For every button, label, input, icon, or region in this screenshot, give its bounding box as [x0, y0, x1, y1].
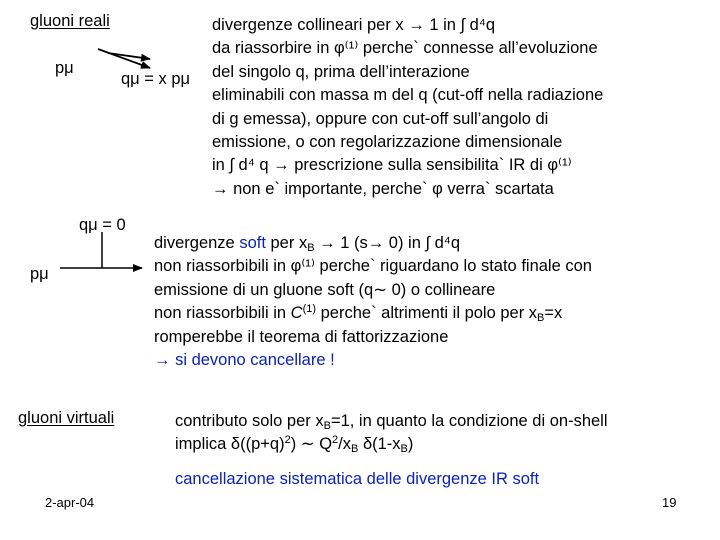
- virtual-block: [175, 410, 608, 457]
- footer-date: 2-apr-04: [45, 495, 95, 510]
- soft-p-label: pμ: [30, 265, 49, 283]
- cancellation-note: cancellazione sistematica delle divergenze IR soft: [175, 470, 540, 488]
- collinear-line: eliminabili con massa m del q (cut-off nella radiazione: [212, 86, 604, 105]
- soft-line-1: divergenze soft per $x_B \to 1$ (s→ 0) in ∫ d⁴q: [154, 234, 461, 254]
- heading-virtual-gluons: gluoni virtuali: [18, 409, 115, 427]
- collinear-line: in ∫ d⁴ q → prescrizione sulla sensibilita` IR di φ⁽¹⁾: [212, 156, 572, 175]
- heading-real-gluons: gluoni reali: [30, 12, 110, 30]
- soft-line-5: romperebbe il teorema di fattorizzazione: [154, 327, 449, 346]
- collinear-line: → non e` importante, perche` φ verra` scartata: [212, 179, 554, 198]
- q-momentum-arrow: [108, 53, 150, 59]
- q-momentum-label: qμ = x pμ: [121, 70, 191, 88]
- virtual-line-2: implica $\delta((p+q)^2)$ ∼ $Q^2/x_B$ $\delta(1-x_B)$: [175, 434, 414, 456]
- soft-divergence-block: [154, 232, 592, 372]
- soft-keyword: soft: [239, 234, 266, 252]
- soft-q-label: qμ = 0: [79, 216, 126, 234]
- soft-conclusion: → si devono cancellare !: [154, 351, 335, 370]
- collinear-line: divergenze collineari per x → 1 in ∫ d⁴q: [212, 16, 496, 34]
- page-number: 19: [662, 495, 677, 510]
- soft-line-3: emissione di un gluone soft (q∼ 0) o collineare: [154, 280, 496, 299]
- soft-line-2: non riassorbibili in φ⁽¹⁾ perche` riguardano lo stato finale con: [154, 257, 592, 276]
- p-momentum-label: pμ: [55, 59, 74, 77]
- collinear-line: del singolo q, prima dell’interazione: [212, 62, 470, 81]
- collinear-divergence-block: [212, 14, 603, 201]
- collinear-line: da riassorbire in φ⁽¹⁾ perche` connesse all’evoluzione: [212, 39, 598, 58]
- collinear-line: di g emessa), oppure con cut-off sull’angolo di: [212, 109, 549, 128]
- collinear-line: emissione, o con regolarizzazione dimensionale: [212, 133, 563, 152]
- real-gluon-diagram: [98, 49, 150, 68]
- soft-line-4: non riassorbibili in $C^{(1)}$ perche` altrimenti il polo per $x_B=x$: [154, 303, 563, 325]
- virtual-line-1: contributo solo per $x_B=1$, in quanto la condizione di on-shell: [175, 412, 608, 432]
